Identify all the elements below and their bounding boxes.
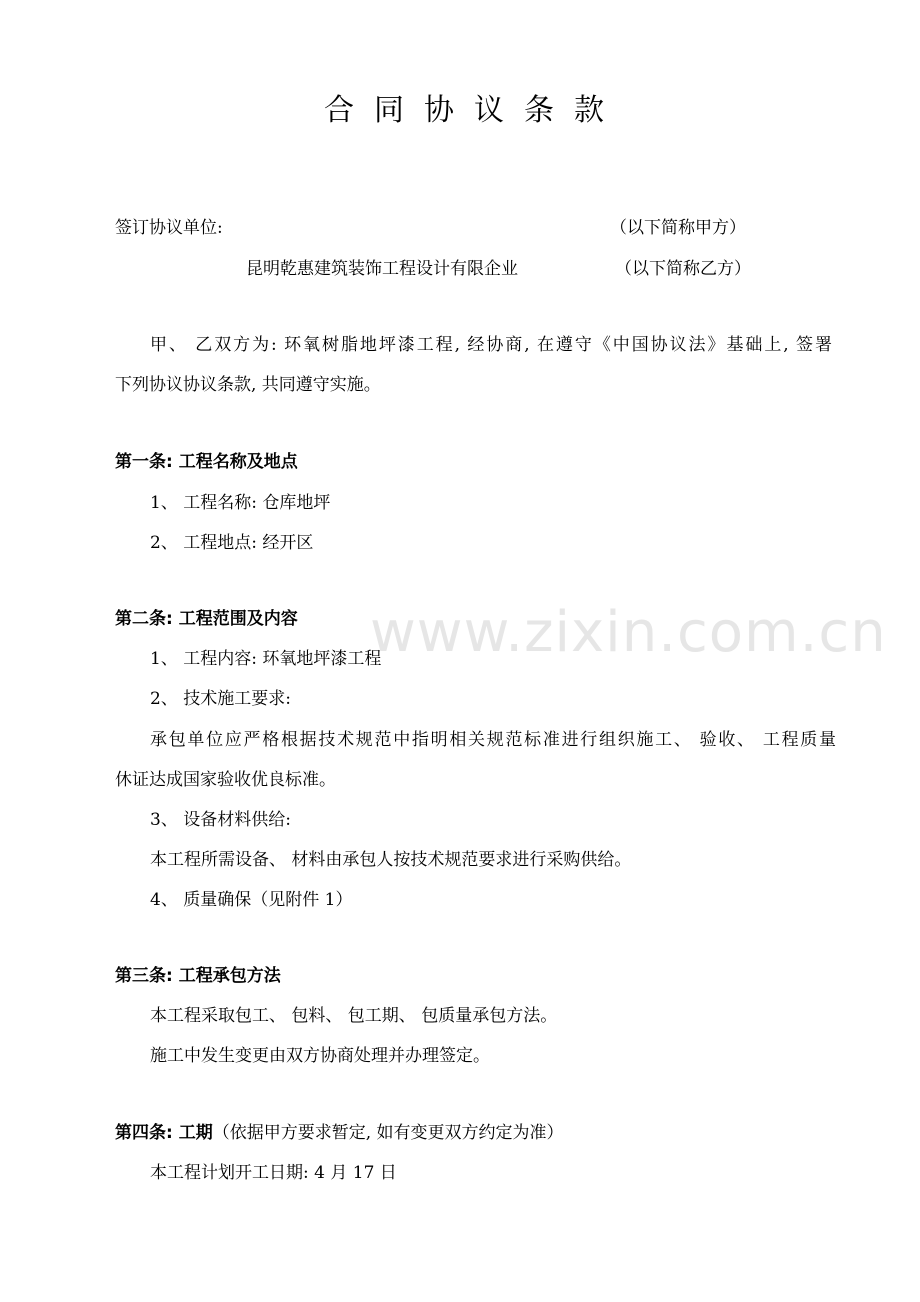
article-3-heading: 第三条: 工程承包方法 [115,966,281,986]
article-3-line-1: 本工程采取包工、 包料、 包工期、 包质量承包方法。 [150,1006,558,1026]
party-a-note: （以下简称甲方） [610,218,746,238]
article-2-item-4: 4、 质量确保（见附件 1） [150,890,353,910]
watermark: www.zixin.com.cn [370,600,887,665]
article-4-line-1: 本工程计划开工日期: 4 月 17 日 [150,1163,397,1183]
article-2-para-1-line-2: 休证达成国家验收优良标准。 [115,770,336,790]
article-2-item-3: 3、 设备材料供给: [150,810,291,830]
article-2-para-2: 本工程所需设备、 材料由承包人按技术规范要求进行采购供给。 [150,850,632,870]
article-1-item-2: 2、 工程地点: 经开区 [150,533,314,553]
article-2-item-1: 1、 工程内容: 环氧地坪漆工程 [150,649,382,669]
article-1-item-1: 1、 工程名称: 仓库地坪 [150,493,331,513]
article-4-heading: 第四条: 工期 [115,1123,213,1143]
intro-line-1: 甲、 乙双方为: 环氧树脂地坪漆工程, 经协商, 在遵守《中国协议法》基础上, 签署 [150,335,832,355]
article-4-heading-note: （依据甲方要求暂定, 如有变更双方约定为准） [212,1123,564,1143]
article-2-para-1-line-1: 承包单位应严格根据技术规范中指明相关规范标准进行组织施工、 验收、 工程质量 [150,730,836,750]
article-1-heading: 第一条: 工程名称及地点 [115,452,298,472]
article-2-item-2: 2、 技术施工要求: [150,689,291,709]
article-2-heading: 第二条: 工程范围及内容 [115,609,298,629]
page-title: 合同协议条款 [324,93,624,128]
article-3-line-2: 施工中发生变更由双方协商处理并办理签定。 [150,1046,490,1066]
party-b-note: （以下简称乙方） [615,259,751,279]
party-b-name: 昆明乾惠建筑装饰工程设计有限企业 [246,259,518,279]
article-4-heading-row [115,1122,564,1144]
signing-label: 签订协议单位: [115,218,223,238]
intro-line-2: 下列协议协议条款, 共同遵守实施。 [115,375,381,395]
